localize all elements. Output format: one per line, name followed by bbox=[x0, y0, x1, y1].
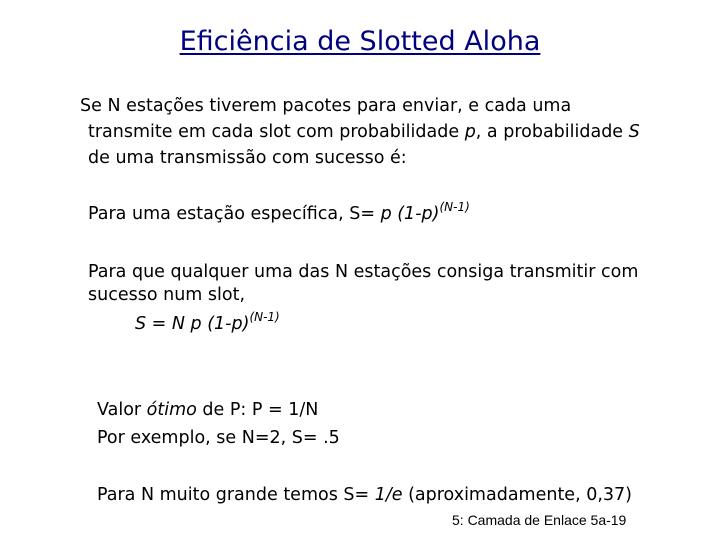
large-n-formula: 1/e bbox=[374, 485, 403, 505]
large-n-label: Para N muito grande temos S= bbox=[97, 485, 375, 505]
specific-station-line bbox=[88, 200, 470, 225]
optimal-line-1 bbox=[97, 399, 318, 421]
intro-line-3: de uma transmissão com sucesso é: bbox=[88, 148, 407, 168]
intro-text-b: , a probabilidade bbox=[475, 122, 629, 142]
intro-line-1: Se N estações tiverem pacotes para enviar, e cada uma bbox=[80, 96, 572, 116]
slide-title: Eficiência de Slotted Aloha bbox=[179, 26, 541, 57]
success-s: S bbox=[628, 122, 640, 142]
any-exponent: (N-1) bbox=[249, 310, 280, 324]
optimal-text-a: Valor bbox=[97, 400, 147, 420]
any-formula: S = N p (1-p) bbox=[135, 314, 250, 334]
any-station-line-1: Para que qualquer uma das N estações consiga transmitir com bbox=[88, 262, 639, 282]
large-n-line bbox=[97, 484, 632, 506]
specific-formula: p (1-p) bbox=[380, 204, 440, 224]
optimal-line-2: Por exemplo, se N=2, S= .5 bbox=[97, 428, 340, 448]
intro-line-2 bbox=[88, 121, 640, 143]
optimal-word: ótimo bbox=[146, 400, 197, 420]
optimal-text-c: de P: P = 1/N bbox=[196, 400, 319, 420]
specific-label: Para uma estação específica, S= bbox=[88, 204, 381, 224]
slide-footer: 5: Camada de Enlace 5a-19 bbox=[452, 512, 627, 528]
any-station-formula bbox=[135, 310, 280, 335]
large-n-rest: (aproximadamente, 0,37) bbox=[402, 485, 632, 505]
specific-exponent: (N-1) bbox=[439, 200, 470, 214]
probability-p: p bbox=[464, 122, 476, 142]
any-station-line-2: sucesso num slot, bbox=[88, 285, 246, 305]
intro-text-a: transmite em cada slot com probabilidade bbox=[88, 122, 465, 142]
